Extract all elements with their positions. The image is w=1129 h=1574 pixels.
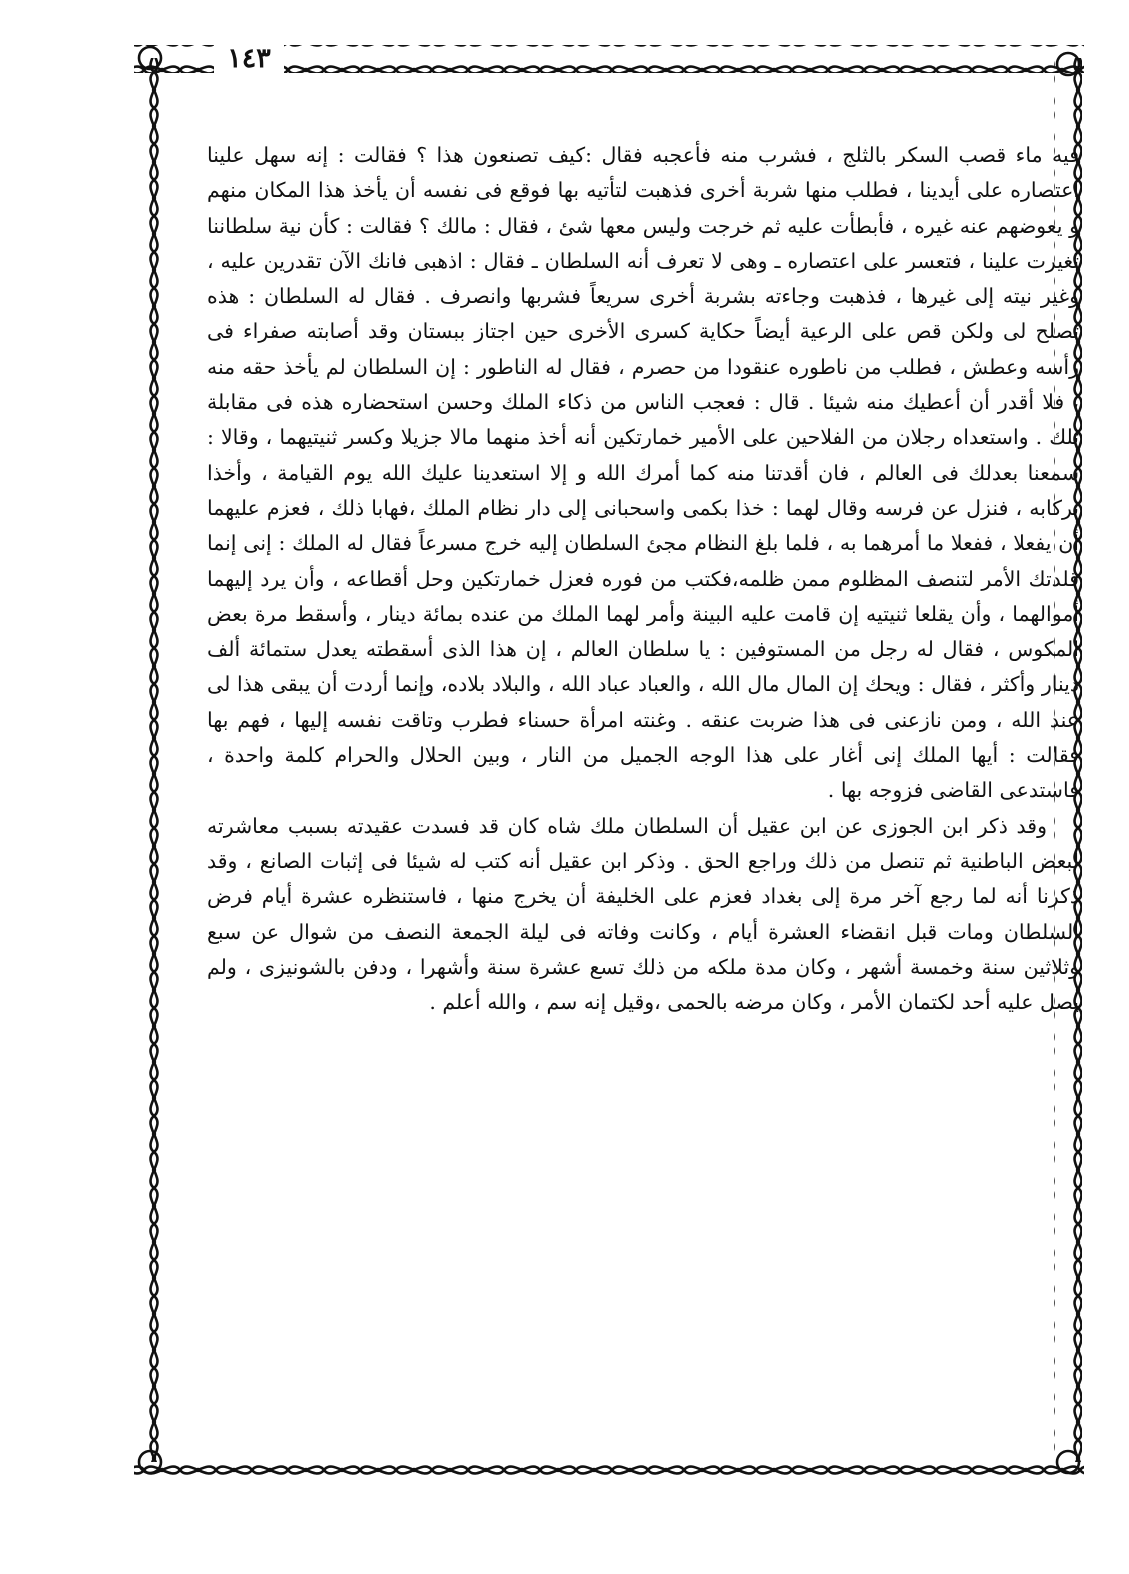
page-body-text bbox=[207, 138, 1079, 1020]
border-left bbox=[136, 58, 164, 1462]
paragraph-2: وقد ذكر ابن الجوزى عن ابن عقيل أن السلطان ملك شاه كان قد فسدت عقيدته بسبب معاشرته لبعض الباطنية ثم تنصل من ذلك وراجع الحق . وذكر ابن عقيل أنه كتب له شيئا فى إثبات الصانع ، وقد ذكرنا أنه لما رجع آخر مرة إلى بغداد فعزم على الخليفة أن يخرج منها ، فاستنظره عشرة أيام فرض السلطان ومات قبل انقضاء العشرة أيام ، وكانت وفاته فى ليلة الجمعة النصف من شوال عن سبع وثلاثين سنة وخمسة أشهر ، وكان مدة ملكه من ذلك تسع عشرة سنة وأشهرا ، ودفن بالشونيزى ، ولم يصل عليه أحد لكتمان الأمر ، وكان مرضه بالحمى ،وقيل إنه سم ، والله أعلم . bbox=[207, 813, 1079, 1015]
page-number: ١٤٣ bbox=[214, 42, 284, 76]
border-bottom bbox=[134, 1448, 1084, 1476]
paragraph-1: فيه ماء قصب السكر بالثلج ، فشرب منه فأعجبه فقال :كيف تصنعون هذا ؟ فقالت : إنه سهل علينا اعتصاره على أيدينا ، فطلب منها شربة أخرى فذهبت لتأتيه بها فوقع فى نفسه أن يأخذ هذا المكان منهم و يعوضهم عنه غيره ، فأبطأت عليه ثم خرجت وليس معها شئ ، فقال : مالك ؟ فقالت : كأن نية سلطاننا تغيرت علينا ، فتعسر على اعتصاره ـ وهى لا تعرف أنه السلطان ـ فقال : اذهبى فانك الآن تقدرين عليه ، وغير نيته إلى غيرها ، فذهبت وجاءته بشربة أخرى سريعاً فشربها وانصرف . فقال له السلطان : هذه تصلح لى ولكن قص على الرعية أيضاً حكاية كسرى الأخرى حين اجتاز ببستان وقد أصابته صفراء فى رأسه وعطش ، فطلب من ناطوره عنقودا من حصرم ، فقال له الناطور : إن السلطان لم يأخذ حقه منه ، فلا أقدر أن أعطيك منه شيئا . قال : فعجب الناس من ذكاء الملك وحسن استحضاره هذه فى مقابلة تلك . واستعداه رجلان من الفلاحين على الأمير خمارتكين أنه أخذ منهما مالا جزيلا وكسر ثنيتيهما ، وقالا : سمعنا بعدلك فى العالم ، فان أقدتنا منه كما أمرك الله و إلا استعدينا عليك الله يوم القيامة ، وأخذا بركابه ، فنزل عن فرسه وقال لهما : خذا بكمى واسحبانى إلى دار نظام الملك ،فهابا ذلك ، فعزم عليهما أن يفعلا ، ففعلا ما أمرهما به ، فلما بلغ النظام مجئ السلطان إليه خرج مسرعاً فقال له الملك : إنى إنما قلدتك الأمر لتنصف المظلوم ممن ظلمه،فكتب من فوره فعزل خمارتكين وحل أقطاعه ، وأن يرد إليهما أموالهما ، وأن يقلعا ثنيتيه إن قامت عليه البينة وأمر لهما الملك من عنده بمائة دينار ، وأسقط مرة بعض المكوس ، فقال له رجل من المستوفين : يا سلطان العالم ، إن هذا الذى أسقطته يعدل ستمائة ألف دينار وأكثر ، فقال : ويحك إن المال مال الله ، والعباد عباد الله ، والبلاد بلاده، وإنما أردت أن يبقى هذا لى عند الله ، ومن نازعنى فى هذا ضربت عنقه . وغنته امرأة حسناء فطرب وتاقت نفسه إليها ، فهم بها فقالت : أيها الملك إنى أغار على هذا الوجه الجميل من النار ، وبين الحلال والحرام كلمة واحدة ، فاستدعى القاضى فزوجه بها . bbox=[207, 143, 1079, 803]
